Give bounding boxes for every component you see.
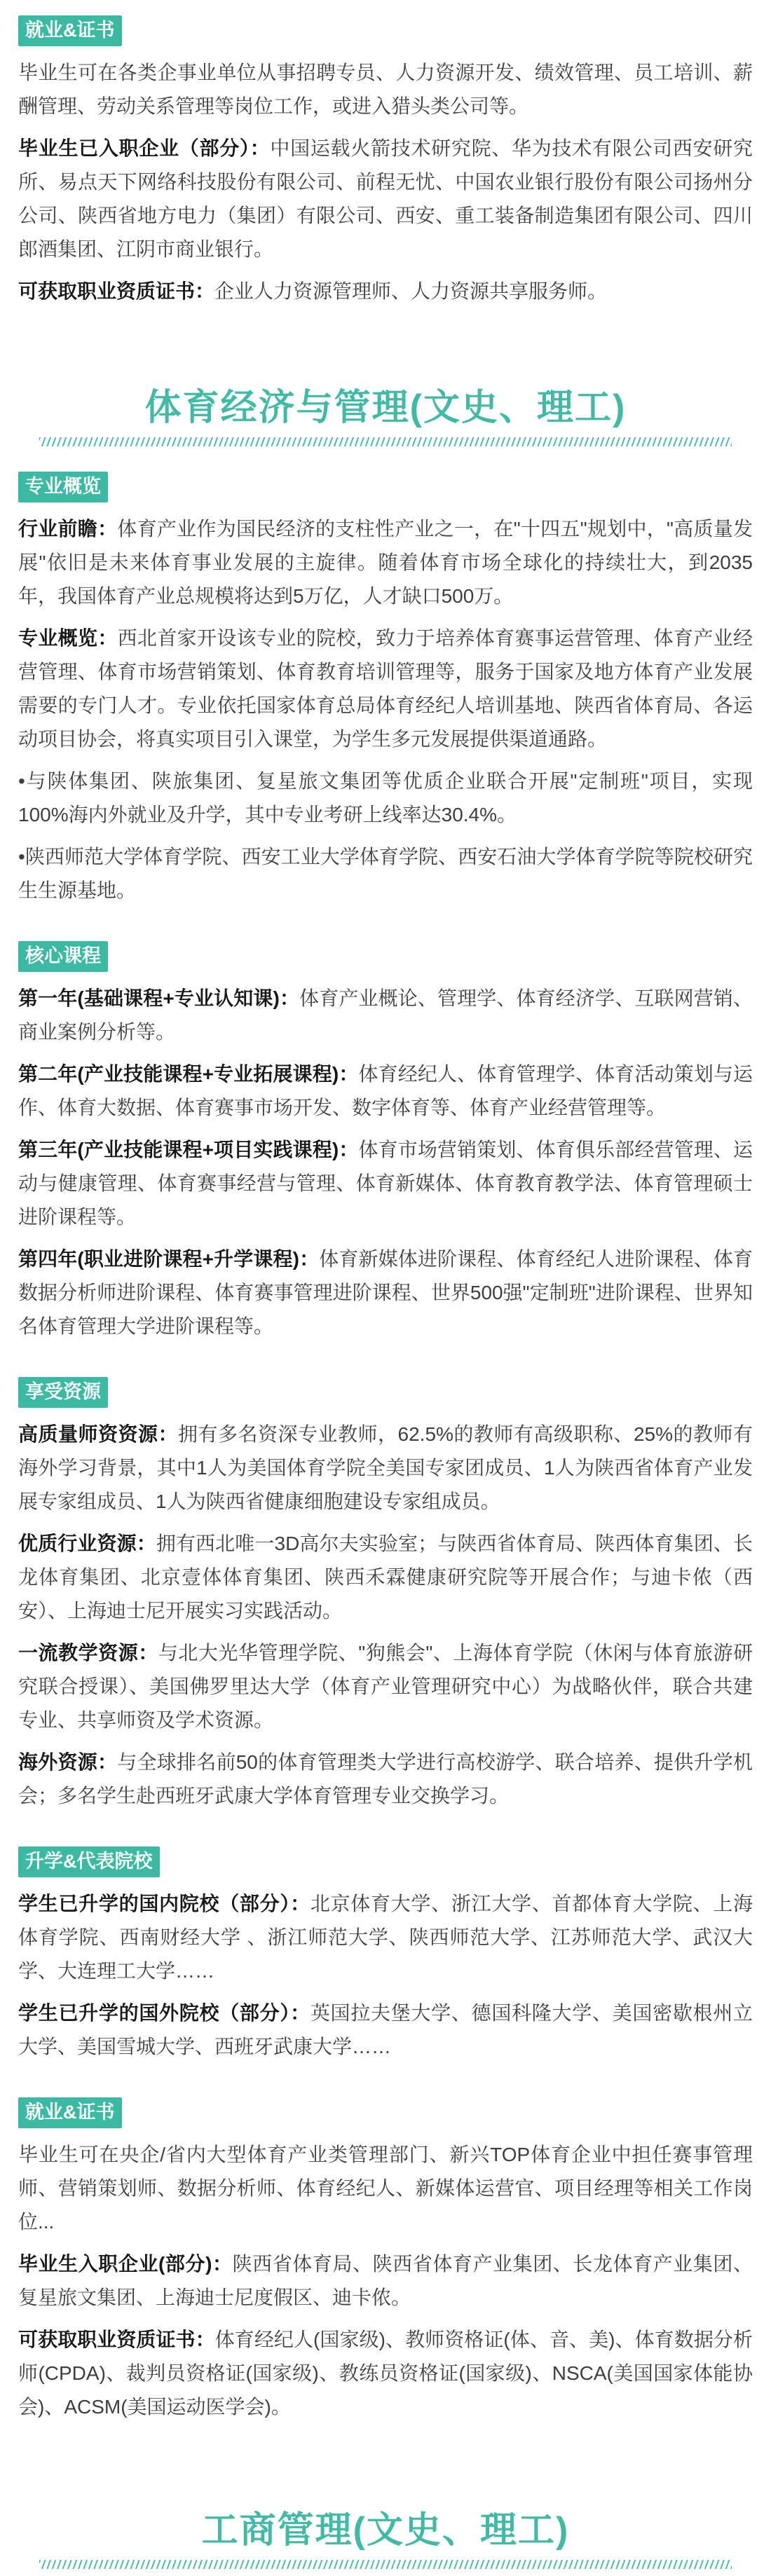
paragraph-text: 毕业生可在各类企事业单位从事招聘专员、人力资源开发、绩效管理、员工培训、薪酬管理、劳动关系管理等岗位工作，或进入猎头类公司等。 bbox=[18, 62, 753, 117]
sports-jobs-paragraph bbox=[18, 2138, 753, 2239]
paragraph-text: 体育新媒体进阶课程、体育经纪人进阶课程、体育数据分析师进阶课程、体育赛事管理进阶课程、世界500强"定制班"进阶课程、世界知名体育管理大学进阶课程等。 bbox=[18, 1248, 753, 1337]
hr-employment-section bbox=[18, 8, 753, 308]
paragraph-text: 拥有西北唯一3D高尔夫实验室；与陕西省体育局、陕西体育集团、长龙体育集团、北京壹体体育集团、陕西禾霖健康研究院等开展合作；与迪卡侬（西安）、上海迪士尼开展实习实践活动。 bbox=[18, 1533, 753, 1622]
sports-certificates-paragraph bbox=[18, 2323, 753, 2424]
sports-employer-list-paragraph bbox=[18, 2247, 753, 2315]
paragraph-text: 体育市场营销策划、体育俱乐部经营管理、运动与健康管理、体育赛事经营与管理、体育新媒体、体育教育教学法、体育管理硕士进阶课程等。 bbox=[18, 1139, 753, 1228]
hatched-divider bbox=[39, 437, 732, 446]
paragraph-label: 高质量师资资源： bbox=[18, 1423, 179, 1445]
paragraph-label: 专业概览： bbox=[18, 627, 118, 649]
paragraph-label: 优质行业资源： bbox=[18, 1533, 156, 1554]
overseas-resources-paragraph bbox=[18, 1746, 753, 1813]
paragraph-label: 一流教学资源： bbox=[18, 1642, 158, 1664]
sports-employment-section bbox=[18, 2072, 753, 2424]
core-courses-section bbox=[18, 916, 753, 1343]
paragraph-label: 第二年(产业技能课程+专业拓展课程)： bbox=[18, 1063, 359, 1085]
hatched-divider bbox=[39, 2560, 732, 2569]
paragraph-label: 第三年(产业技能课程+项目实践课程)： bbox=[18, 1139, 359, 1160]
paragraph-text: 体育经纪人(国家级)、教师资格证(体、音、美)、体育数据分析师(CPDA)、裁判员资格证(国家级)、教练员资格证(国家级)、NSCA(美国国家体能协会)、ACSM(美国运动医学会)。 bbox=[18, 2329, 753, 2418]
sports-major-title-block bbox=[18, 385, 753, 446]
paragraph-label: 第四年(职业进阶课程+升学课程)： bbox=[18, 1248, 320, 1270]
certificates-paragraph bbox=[18, 275, 753, 308]
year2-courses-paragraph bbox=[18, 1057, 753, 1125]
year3-courses-paragraph bbox=[18, 1133, 753, 1234]
paragraph-text: 西北首家开设该专业的院校，致力于培养体育赛事运营管理、体育产业经营管理、体育市场营销策划、体育教育培训管理等，服务于国家及地方体育产业发展需要的专门人才。专业依托国家体育总局体育经纪人培训基地、陕西省体育局、各运动项目协会，将真实项目引入课堂，为学生多元发展提供渠道通路。 bbox=[18, 627, 753, 750]
paragraph-text: 陕西省体育局、陕西省体育产业集团、长龙体育产业集团、复星旅文集团、上海迪士尼度假区、迪卡侬。 bbox=[18, 2253, 753, 2308]
industry-outlook-paragraph bbox=[18, 512, 753, 613]
sports-major-title: 体育经济与管理(文史、理工) bbox=[144, 388, 627, 428]
further-study-section bbox=[18, 1821, 753, 2064]
paragraph-text: 北京体育大学、浙江大学、首都体育大学院、上海体育学院、西南财经大学 、浙江师范大学、陕西师范大学、江苏师范大学、武汉大学、大连理工大学…… bbox=[18, 1893, 753, 1982]
paragraph-text: 与全球排名前50的体育管理类大学进行高校游学、联合培养、提供升学机会；多名学生赴西班牙武康大学体育管理专业交换学习。 bbox=[18, 1751, 753, 1807]
paragraph-label: 可获取职业资质证书： bbox=[18, 280, 215, 302]
paragraph-label: 学生已升学的国外院校（部分）： bbox=[18, 2002, 311, 2024]
paragraph-text: •陕西师范大学体育学院、西安工业大学体育学院、西安石油大学体育学院等院校研究生生源基地。 bbox=[18, 846, 753, 901]
employer-list-paragraph bbox=[18, 132, 753, 266]
paragraph-text: 拥有多名资深专业教师，62.5%的教师有高级职称、25%的教师有海外学习背景，其中1人为美国体育学院全美国专家团成员、1人为陕西省体育产业发展专家组成员、1人为陕西省健康细胞建设专家组成员。 bbox=[18, 1423, 753, 1512]
paragraph-label: 第一年(基础课程+专业认知课)： bbox=[18, 987, 300, 1009]
sports-overview-section bbox=[18, 446, 753, 907]
business-major-title: 工商管理(文史、理工) bbox=[201, 2510, 570, 2551]
teaching-resources-paragraph bbox=[18, 1636, 753, 1737]
year4-courses-paragraph bbox=[18, 1242, 753, 1343]
sports-employment-badge: 就业&证书 bbox=[18, 2097, 122, 2128]
business-major-title-block bbox=[18, 2508, 753, 2569]
overview-badge: 专业概览 bbox=[18, 472, 108, 502]
further-study-badge: 升学&代表院校 bbox=[18, 1847, 160, 1877]
paragraph-label: 学生已升学的国内院校（部分）： bbox=[18, 1893, 311, 1914]
paragraph-text: 与北大光华管理学院、"狗熊会"、上海体育学院（休闲与体育旅游研究联合授课）、美国佛罗里达大学（体育产业管理研究中心）为战略伙伴，联合共建专业、共享师资及学术资源。 bbox=[18, 1642, 753, 1731]
domestic-schools-paragraph bbox=[18, 1887, 753, 1988]
paragraph-label: 可获取职业资质证书： bbox=[18, 2329, 215, 2350]
industry-resources-paragraph bbox=[18, 1527, 753, 1628]
paragraph-label: 海外资源： bbox=[18, 1751, 118, 1773]
resources-badge: 享受资源 bbox=[18, 1377, 108, 1408]
resources-section bbox=[18, 1352, 753, 1813]
employment-cert-badge: 就业&证书 bbox=[18, 15, 122, 46]
paragraph-text: 毕业生可在央企/省内大型体育产业类管理部门、新兴TOP体育企业中担任赛事管理师、营销策划师、数据分析师、体育经纪人、新媒体运营官、项目经理等相关工作岗位... bbox=[18, 2144, 753, 2233]
year1-courses-paragraph bbox=[18, 982, 753, 1049]
overview-bullet-1 bbox=[18, 765, 753, 832]
paragraph-text: 体育产业作为国民经济的支柱性产业之一，在"十四五"规划中，"高质量发展"依旧是未来体育事业发展的主旋律。随着体育市场全球化的持续壮大，到2035年，我国体育产业总规模将达到5万亿，人才缺口500万。 bbox=[18, 518, 753, 607]
paragraph-text: 体育经纪人、体育管理学、体育活动策划与运作、体育大数据、体育赛事市场开发、数字体育等、体育产业经营管理等。 bbox=[18, 1063, 753, 1118]
paragraph-text: •与陕体集团、陕旅集团、复星旅文集团等优质企业联合开展"定制班"项目，实现100%海内外就业及升学，其中专业考研上线率达30.4%。 bbox=[18, 770, 753, 825]
paragraph-text: 英国拉夫堡大学、德国科隆大学、美国密歇根州立大学、美国雪城大学、西班牙武康大学…… bbox=[18, 2002, 753, 2057]
overseas-schools-paragraph bbox=[18, 1996, 753, 2064]
faculty-resources-paragraph bbox=[18, 1418, 753, 1519]
core-courses-badge: 核心课程 bbox=[18, 941, 108, 972]
paragraph-label: 毕业生已入职企业（部分）： bbox=[18, 137, 271, 159]
paragraph-label: 毕业生入职企业(部分)： bbox=[18, 2253, 233, 2275]
paragraph-text: 中国运载火箭技术研究院、华为技术有限公司西安研究所、易点天下网络科技股份有限公司、前程无忧、中国农业银行股份有限公司扬州分公司、陕西省地方电力（集团）有限公司、西安、重工装备制造集团有限公司、四川郎酒集团、江阴市商业银行。 bbox=[18, 137, 753, 260]
overview-bullet-2 bbox=[18, 840, 753, 907]
paragraph-label: 行业前瞻： bbox=[18, 518, 118, 540]
major-overview-paragraph bbox=[18, 622, 753, 756]
paragraph-text: 企业人力资源管理师、人力资源共享服务师。 bbox=[214, 280, 608, 302]
paragraph-text: 体育产业概论、管理学、体育经济学、互联网营销、商业案例分析等。 bbox=[18, 987, 753, 1043]
employment-jobs-paragraph bbox=[18, 56, 753, 123]
